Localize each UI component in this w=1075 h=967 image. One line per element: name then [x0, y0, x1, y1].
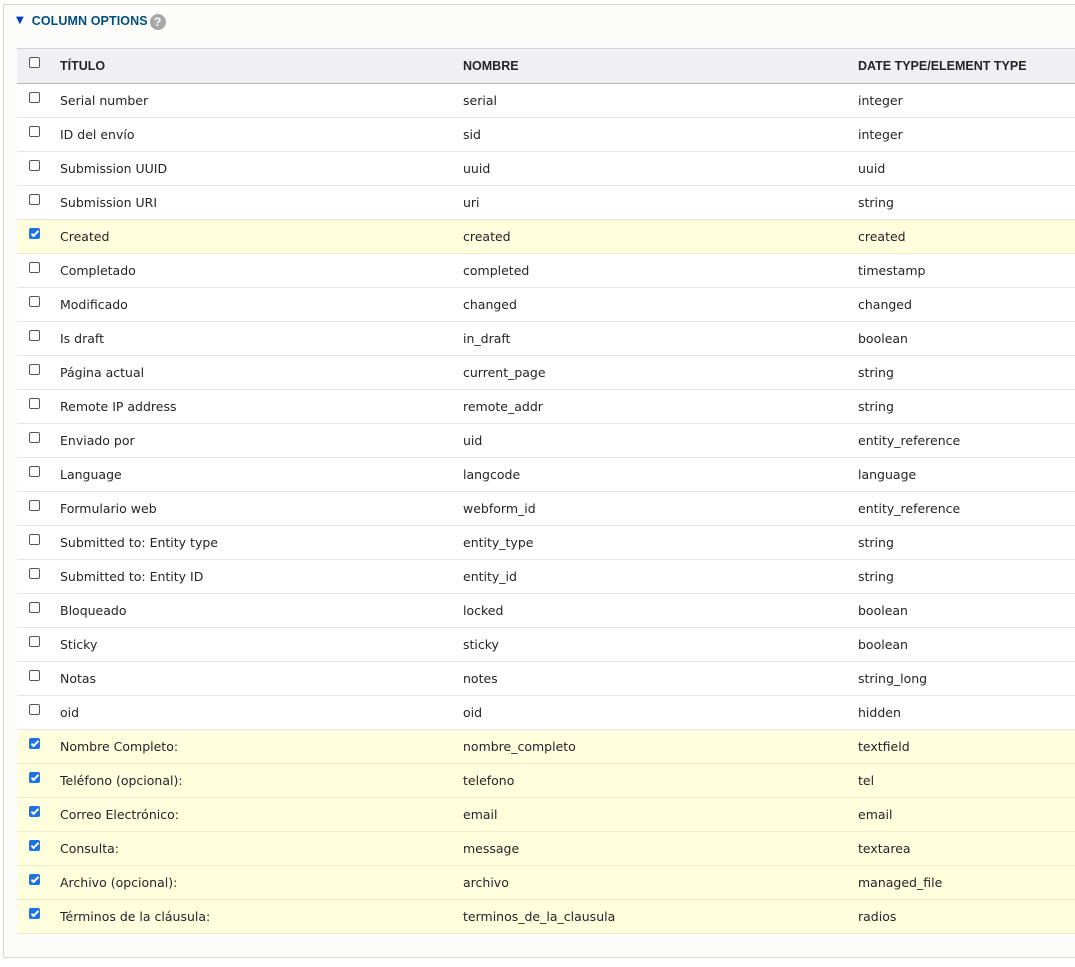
row-title: Submitted to: Entity ID: [60, 569, 204, 584]
row-machine-name: entity_type: [463, 535, 534, 550]
table-row[interactable]: [17, 118, 1075, 152]
row-checkbox-cell: [17, 254, 60, 288]
row-checkbox-cell: [17, 832, 60, 866]
row-checkbox[interactable]: [29, 772, 40, 783]
row-title: Language: [60, 467, 122, 482]
row-machine-name: uid: [463, 433, 483, 448]
row-element-type: managed_file: [858, 875, 943, 890]
row-checkbox-cell: [17, 118, 60, 152]
row-checkbox[interactable]: [29, 704, 40, 715]
table-row[interactable]: [17, 152, 1075, 186]
row-machine-name: in_draft: [463, 331, 511, 346]
row-checkbox[interactable]: [29, 228, 40, 239]
row-checkbox-cell: [17, 492, 60, 526]
row-element-type: changed: [858, 297, 912, 312]
header-type: DATE TYPE/ELEMENT TYPE: [858, 59, 1027, 73]
row-checkbox-cell: [17, 696, 60, 730]
row-element-type: tel: [858, 773, 875, 788]
row-checkbox[interactable]: [29, 364, 40, 375]
row-title: ID del envío: [60, 127, 135, 142]
row-machine-name: terminos_de_la_clausula: [463, 909, 616, 924]
table-row[interactable]: [17, 526, 1075, 560]
row-checkbox[interactable]: [29, 636, 40, 647]
table-row[interactable]: [17, 764, 1075, 798]
row-machine-name: nombre_completo: [463, 739, 576, 754]
row-machine-name: archivo: [463, 875, 509, 890]
row-title: oid: [60, 705, 80, 720]
row-checkbox[interactable]: [29, 160, 40, 171]
row-checkbox[interactable]: [29, 806, 40, 817]
column-options-toggle[interactable]: [16, 11, 166, 31]
table-row[interactable]: [17, 730, 1075, 764]
row-title: Términos de la cláusula:: [60, 909, 211, 924]
row-checkbox-cell: [17, 152, 60, 186]
select-all-cell: [17, 49, 60, 84]
row-element-type: textarea: [858, 841, 911, 856]
row-machine-name: remote_addr: [463, 399, 543, 414]
row-machine-name: changed: [463, 297, 517, 312]
table-row[interactable]: [17, 832, 1075, 866]
table-row[interactable]: [17, 798, 1075, 832]
row-title: Modificado: [60, 297, 128, 312]
row-checkbox-cell: [17, 356, 60, 390]
row-checkbox-cell: [17, 424, 60, 458]
table-row[interactable]: [17, 390, 1075, 424]
row-element-type: integer: [858, 127, 903, 142]
table-row[interactable]: [17, 492, 1075, 526]
row-element-type: string: [858, 399, 894, 414]
row-title: Is draft: [60, 331, 104, 346]
row-checkbox[interactable]: [29, 534, 40, 545]
row-title: Correo Electrónico:: [60, 807, 179, 822]
row-element-type: string: [858, 195, 894, 210]
row-checkbox-cell: [17, 390, 60, 424]
row-machine-name: notes: [463, 671, 498, 686]
row-checkbox-cell: [17, 866, 60, 900]
row-element-type: textfield: [858, 739, 910, 754]
row-machine-name: sticky: [463, 637, 499, 652]
row-element-type: string: [858, 365, 894, 380]
row-checkbox[interactable]: [29, 432, 40, 443]
row-element-type: timestamp: [858, 263, 926, 278]
row-machine-name: telefono: [463, 773, 515, 788]
table-row[interactable]: [17, 220, 1075, 254]
row-checkbox[interactable]: [29, 296, 40, 307]
row-machine-name: uuid: [463, 161, 491, 176]
row-checkbox[interactable]: [29, 126, 40, 137]
header-name: NOMBRE: [463, 59, 519, 73]
row-checkbox-cell: [17, 662, 60, 696]
table-row[interactable]: [17, 900, 1075, 934]
row-checkbox-cell: [17, 288, 60, 322]
row-checkbox-cell: [17, 220, 60, 254]
row-element-type: hidden: [858, 705, 901, 720]
row-title: Enviado por: [60, 433, 135, 448]
row-title: Serial number: [60, 93, 149, 108]
row-checkbox-cell: [17, 458, 60, 492]
row-checkbox-cell: [17, 628, 60, 662]
row-checkbox-cell: [17, 560, 60, 594]
row-machine-name: uri: [463, 195, 480, 210]
table-row[interactable]: [17, 866, 1075, 900]
table-row[interactable]: [17, 424, 1075, 458]
row-element-type: entity_reference: [858, 501, 961, 516]
row-machine-name: webform_id: [463, 501, 536, 516]
row-title: Bloqueado: [60, 603, 127, 618]
row-checkbox-cell: [17, 84, 60, 118]
row-checkbox[interactable]: [29, 466, 40, 477]
row-machine-name: serial: [463, 93, 497, 108]
row-element-type: uuid: [858, 161, 886, 176]
row-element-type: string: [858, 535, 894, 550]
column-options-table: [17, 48, 1075, 934]
row-title: Submission UUID: [60, 161, 168, 176]
row-machine-name: sid: [463, 127, 481, 142]
row-title: Consulta:: [60, 841, 119, 856]
row-title: Created: [60, 229, 110, 244]
table-row[interactable]: [17, 696, 1075, 730]
table-header-row: [17, 49, 1075, 84]
row-element-type: boolean: [858, 331, 908, 346]
row-checkbox[interactable]: [29, 602, 40, 613]
table-row[interactable]: [17, 186, 1075, 220]
row-title: Teléfono (opcional):: [60, 773, 183, 788]
table-row[interactable]: [17, 560, 1075, 594]
collapse-triangle-icon[interactable]: ▼: [16, 15, 24, 26]
row-checkbox[interactable]: [29, 738, 40, 749]
row-element-type: entity_reference: [858, 433, 961, 448]
select-all-checkbox[interactable]: [29, 57, 40, 68]
table-row[interactable]: [17, 254, 1075, 288]
row-element-type: boolean: [858, 637, 908, 652]
row-checkbox-cell: [17, 798, 60, 832]
row-checkbox[interactable]: [29, 262, 40, 273]
row-machine-name: email: [463, 807, 498, 822]
table-row[interactable]: [17, 662, 1075, 696]
row-machine-name: locked: [463, 603, 504, 618]
row-title: Página actual: [60, 365, 145, 380]
row-element-type: integer: [858, 93, 903, 108]
row-checkbox-cell: [17, 526, 60, 560]
row-title: Completado: [60, 263, 136, 278]
row-checkbox[interactable]: [29, 500, 40, 511]
table-row[interactable]: [17, 458, 1075, 492]
row-checkbox-cell: [17, 186, 60, 220]
row-checkbox[interactable]: [29, 194, 40, 205]
table-row[interactable]: [17, 84, 1075, 118]
row-checkbox-cell: [17, 764, 60, 798]
row-title: Archivo (opcional):: [60, 875, 178, 890]
table-body: [17, 84, 1075, 934]
row-element-type: created: [858, 229, 906, 244]
table-row[interactable]: [17, 322, 1075, 356]
row-machine-name: langcode: [463, 467, 521, 482]
row-machine-name: entity_id: [463, 569, 517, 584]
row-checkbox[interactable]: [29, 908, 40, 919]
header-title: TÍTULO: [60, 59, 106, 73]
row-machine-name: message: [463, 841, 520, 856]
row-element-type: email: [858, 807, 893, 822]
row-checkbox[interactable]: [29, 840, 40, 851]
row-title: Formulario web: [60, 501, 157, 516]
row-machine-name: current_page: [463, 365, 546, 380]
row-checkbox-cell: [17, 730, 60, 764]
row-title: Remote IP address: [60, 399, 177, 414]
row-checkbox[interactable]: [29, 398, 40, 409]
row-checkbox-cell: [17, 594, 60, 628]
row-checkbox[interactable]: [29, 568, 40, 579]
row-element-type: language: [858, 467, 917, 482]
row-title: Sticky: [60, 637, 98, 652]
row-checkbox[interactable]: [29, 874, 40, 885]
row-title: Submitted to: Entity type: [60, 535, 218, 550]
table-row[interactable]: [17, 628, 1075, 662]
section-title[interactable]: COLUMN OPTIONS: [31, 14, 148, 28]
row-element-type: string: [858, 569, 894, 584]
table-row[interactable]: [17, 594, 1075, 628]
row-checkbox[interactable]: [29, 92, 40, 103]
row-element-type: string_long: [858, 671, 928, 686]
row-checkbox[interactable]: [29, 670, 40, 681]
row-machine-name: created: [463, 229, 511, 244]
row-title: Submission URI: [60, 195, 158, 210]
table-row[interactable]: [17, 356, 1075, 390]
row-checkbox-cell: [17, 900, 60, 934]
help-icon[interactable]: ?: [150, 14, 166, 30]
row-checkbox[interactable]: [29, 330, 40, 341]
row-element-type: radios: [858, 909, 897, 924]
row-title: Notas: [60, 671, 97, 686]
row-machine-name: oid: [463, 705, 483, 720]
row-machine-name: completed: [463, 263, 530, 278]
table-row[interactable]: [17, 288, 1075, 322]
row-title: Nombre Completo:: [60, 739, 179, 754]
row-checkbox-cell: [17, 322, 60, 356]
row-element-type: boolean: [858, 603, 908, 618]
